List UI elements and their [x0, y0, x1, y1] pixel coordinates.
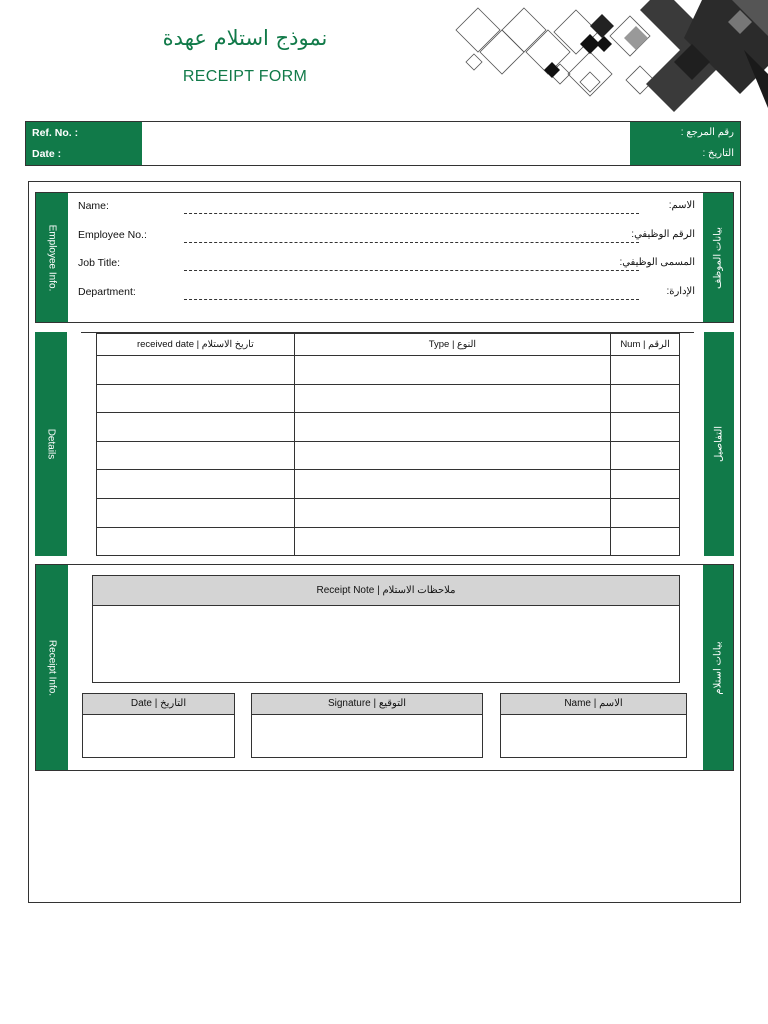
details-side-label-arabic: التفاصيل	[704, 332, 734, 556]
column-header-received-date: received date | تاريخ الاستلام	[97, 334, 295, 356]
ref-no-label-arabic: رقم المرجع :	[680, 127, 734, 138]
table-row	[97, 413, 680, 442]
date-label: Date :	[32, 148, 62, 160]
column-header-num: Num | الرقم	[611, 334, 680, 356]
table-cell[interactable]	[97, 441, 295, 470]
table-cell[interactable]	[611, 498, 680, 527]
employee-name-row	[78, 193, 695, 221]
employee-name-label: Name:	[78, 200, 109, 212]
column-header-type: Type | النوع	[294, 334, 610, 356]
table-cell[interactable]	[294, 498, 610, 527]
table-cell[interactable]	[611, 527, 680, 556]
date-header: Date | التاريخ	[82, 693, 235, 715]
details-section	[35, 332, 734, 556]
job-title-label: Job Title:	[78, 257, 121, 269]
receipt-info-side-label: Receipt Info.	[36, 565, 68, 770]
details-table-header-row	[97, 334, 680, 356]
employee-name-field[interactable]	[184, 213, 639, 214]
table-cell[interactable]	[97, 470, 295, 499]
decorative-diamond-pattern	[440, 0, 768, 112]
department-field[interactable]	[184, 299, 639, 300]
table-cell[interactable]	[97, 384, 295, 413]
table-row	[97, 498, 680, 527]
details-table	[96, 333, 680, 556]
job-title-field[interactable]	[184, 270, 639, 271]
table-cell[interactable]	[97, 413, 295, 442]
employee-number-label-arabic: الرقم الوظيفي:	[631, 229, 695, 240]
table-row	[97, 356, 680, 385]
signature-header: Signature | التوقيع	[251, 693, 483, 715]
signature-field[interactable]	[251, 714, 483, 758]
department-label: Department:	[78, 286, 136, 298]
department-label-arabic: الإدارة:	[666, 286, 695, 297]
table-cell[interactable]	[294, 527, 610, 556]
employee-info-side-label-arabic: بيانات الموظف	[703, 193, 733, 322]
employee-number-label: Employee No.:	[78, 229, 147, 241]
form-frame	[28, 181, 741, 903]
table-cell[interactable]	[294, 384, 610, 413]
name-header: Name | الاسم	[500, 693, 687, 715]
table-cell[interactable]	[294, 413, 610, 442]
reference-label-panel-arabic	[630, 122, 740, 165]
details-side-label: Details	[35, 332, 67, 556]
receipt-info-side-label-arabic: بيانات استلام	[703, 565, 733, 770]
employee-number-field[interactable]	[184, 242, 639, 243]
department-row	[78, 279, 695, 307]
receipt-note-field[interactable]	[92, 605, 680, 683]
table-row	[97, 441, 680, 470]
table-row	[97, 470, 680, 499]
table-cell[interactable]	[611, 413, 680, 442]
reference-input-field[interactable]	[143, 122, 629, 165]
table-cell[interactable]	[97, 356, 295, 385]
table-cell[interactable]	[611, 470, 680, 499]
page-title-english: RECEIPT FORM	[182, 68, 308, 85]
table-cell[interactable]	[611, 384, 680, 413]
employee-name-label-arabic: الاسم:	[668, 200, 695, 211]
reference-bar	[25, 121, 741, 166]
ref-no-label: Ref. No. :	[32, 127, 79, 139]
name-field[interactable]	[500, 714, 687, 758]
table-cell[interactable]	[611, 356, 680, 385]
table-row	[97, 527, 680, 556]
table-cell[interactable]	[97, 527, 295, 556]
table-cell[interactable]	[294, 441, 610, 470]
employee-info-side-label: Employee Info.	[36, 193, 68, 322]
job-title-row	[78, 250, 695, 278]
date-field[interactable]	[82, 714, 235, 758]
table-row	[97, 384, 680, 413]
employee-number-row	[78, 222, 695, 250]
reference-label-panel-english	[26, 122, 142, 165]
page-title-arabic: نموذج استلام عهدة	[162, 26, 328, 50]
table-cell[interactable]	[294, 470, 610, 499]
table-cell[interactable]	[294, 356, 610, 385]
table-cell[interactable]	[611, 441, 680, 470]
employee-info-section	[35, 192, 734, 323]
receipt-info-section	[35, 564, 734, 771]
table-cell[interactable]	[97, 498, 295, 527]
receipt-note-header: Receipt Note | ملاحظات الاستلام	[92, 575, 680, 606]
job-title-label-arabic: المسمى الوظيفي:	[619, 257, 695, 268]
date-label-arabic: التاريخ :	[702, 148, 734, 159]
